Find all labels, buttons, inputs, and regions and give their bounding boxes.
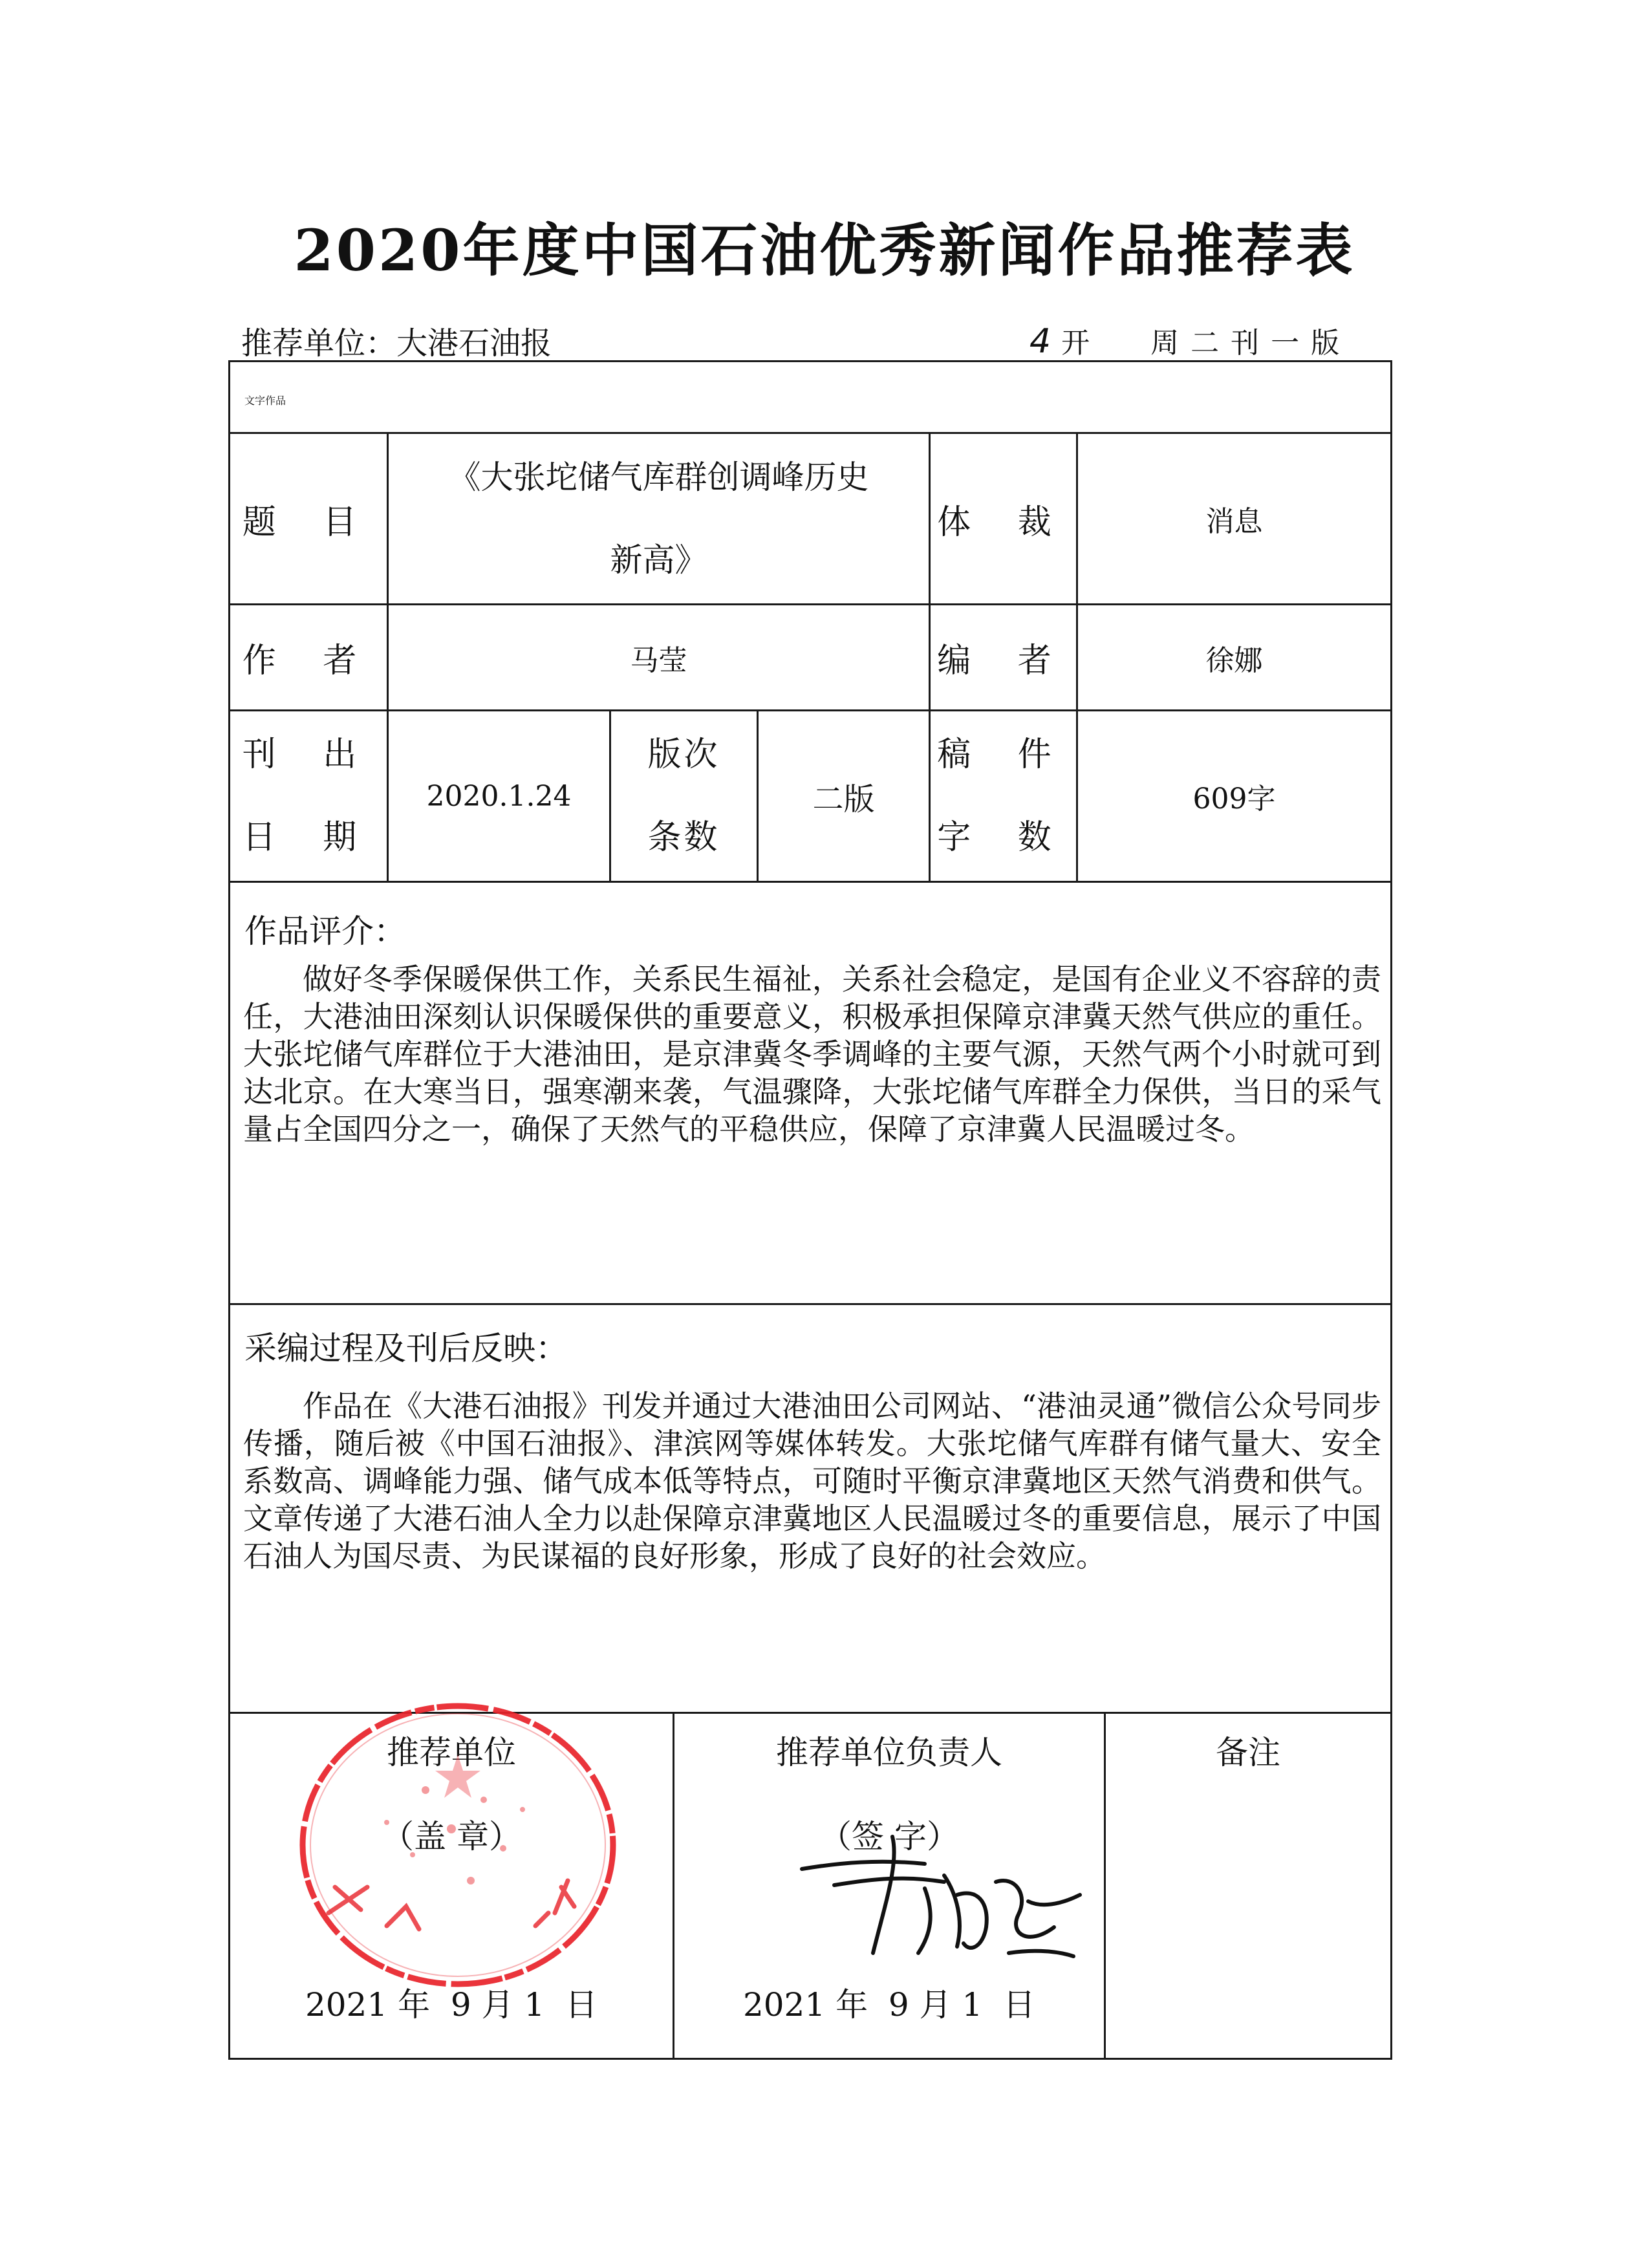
editor-value: 徐娜 xyxy=(1205,643,1263,677)
genre-value: 消息 xyxy=(1205,505,1263,538)
format-text: 开 xyxy=(1061,327,1092,360)
author-label: 作 者 xyxy=(242,642,375,680)
unit-leader-heading: 推荐单位负责人 xyxy=(776,1734,1002,1771)
process-heading: 采编过程及刊后反映： xyxy=(244,1330,568,1367)
word-count-label-line2: 字 数 xyxy=(937,818,1070,857)
evaluation-text: 做好冬季保暖保供工作，关系民生福祉，关系社会稳定，是国有企业义不容辞的责任，大港油田深刻认识保暖保供的重要意义，积极承担保障京津冀天然气供应的重任。大张坨储气库群位于大港油田，是京津冀冬季调峰的主要气源，天然气两个小时就可到达北京。在大寒当日，强寒潮来袭，气温骤降，大张坨储气库群全力保供，当日的采气量占全国四分之一，确保了天然气的平稳供应，保障了京津冀人民温暖过冬。 xyxy=(243,962,1381,1147)
genre-label: 体 裁 xyxy=(937,502,1070,542)
word-count-label xyxy=(931,711,1076,881)
publication-format xyxy=(1029,319,1341,361)
process-text: 作品在《大港石油报》刊发并通过大港油田公司网站、“港油灵通”微信公众号同步传播，随后被《中国石油报》、津滨网等媒体转发。大张坨储气库群有储气量大、安全系数高、调峰能力强、储气成本低等特点，可随时平衡京津冀地区天然气消费和供气。文章传递了大港石油人全力以赴保障京津冀地区人民温暖过冬的重要信息，展示了中国石油人为国尽责、为民谋福的良好形象，形成了良好的社会效应。 xyxy=(243,1388,1381,1573)
editor-label: 编 者 xyxy=(937,642,1070,680)
official-seal-icon xyxy=(290,1693,626,1997)
evaluation-heading: 作品评介： xyxy=(244,913,406,950)
handwritten-signature-icon xyxy=(795,1824,1093,1972)
page-title: 2020年度中国石油优秀新闻作品推荐表 xyxy=(294,217,1355,284)
publish-date-label-line1: 刊 出 xyxy=(242,735,375,774)
leader-sign-note: （签 字） xyxy=(819,1818,959,1855)
publish-date-label xyxy=(230,711,387,881)
title-value-line2: 新高》 xyxy=(610,541,707,579)
recommending-unit-heading: 推荐单位 xyxy=(387,1734,516,1771)
word-count-value: 609字 xyxy=(1192,783,1276,815)
unit-date: 2021 年 9 月 1 日 xyxy=(305,1986,598,2024)
title-label: 题 目 xyxy=(242,502,375,542)
recommending-unit-label: 推荐单位： xyxy=(241,325,397,362)
weekly-text: 周 二 刊 xyxy=(1150,327,1261,360)
page-count-label-line2: 条数 xyxy=(647,818,720,857)
title-value-line1: 《大张坨储气库群创调峰历史 xyxy=(448,459,869,496)
edition-text: 一 版 xyxy=(1271,327,1341,360)
remarks-label: 备注 xyxy=(1216,1734,1280,1771)
recommending-unit xyxy=(241,318,552,363)
title-value xyxy=(389,434,929,603)
recommending-unit-name: 大港石油报 xyxy=(396,325,552,362)
page-count-label-line1: 版次 xyxy=(647,735,720,774)
publish-date-label-line2: 日 期 xyxy=(242,818,375,857)
word-count-label-line1: 稿 件 xyxy=(937,735,1070,774)
category-label: 文字作品 xyxy=(244,394,286,407)
format-number-handwritten: 4 xyxy=(1029,322,1051,361)
author-value: 马莹 xyxy=(630,643,687,677)
page-count-label xyxy=(611,711,757,881)
unit-seal-note: （盖 章） xyxy=(382,1818,521,1855)
page-count-value: 二版 xyxy=(812,781,875,817)
publish-date-value: 2020.1.24 xyxy=(426,779,572,813)
leader-date: 2021 年 9 月 1 日 xyxy=(742,1986,1036,2024)
